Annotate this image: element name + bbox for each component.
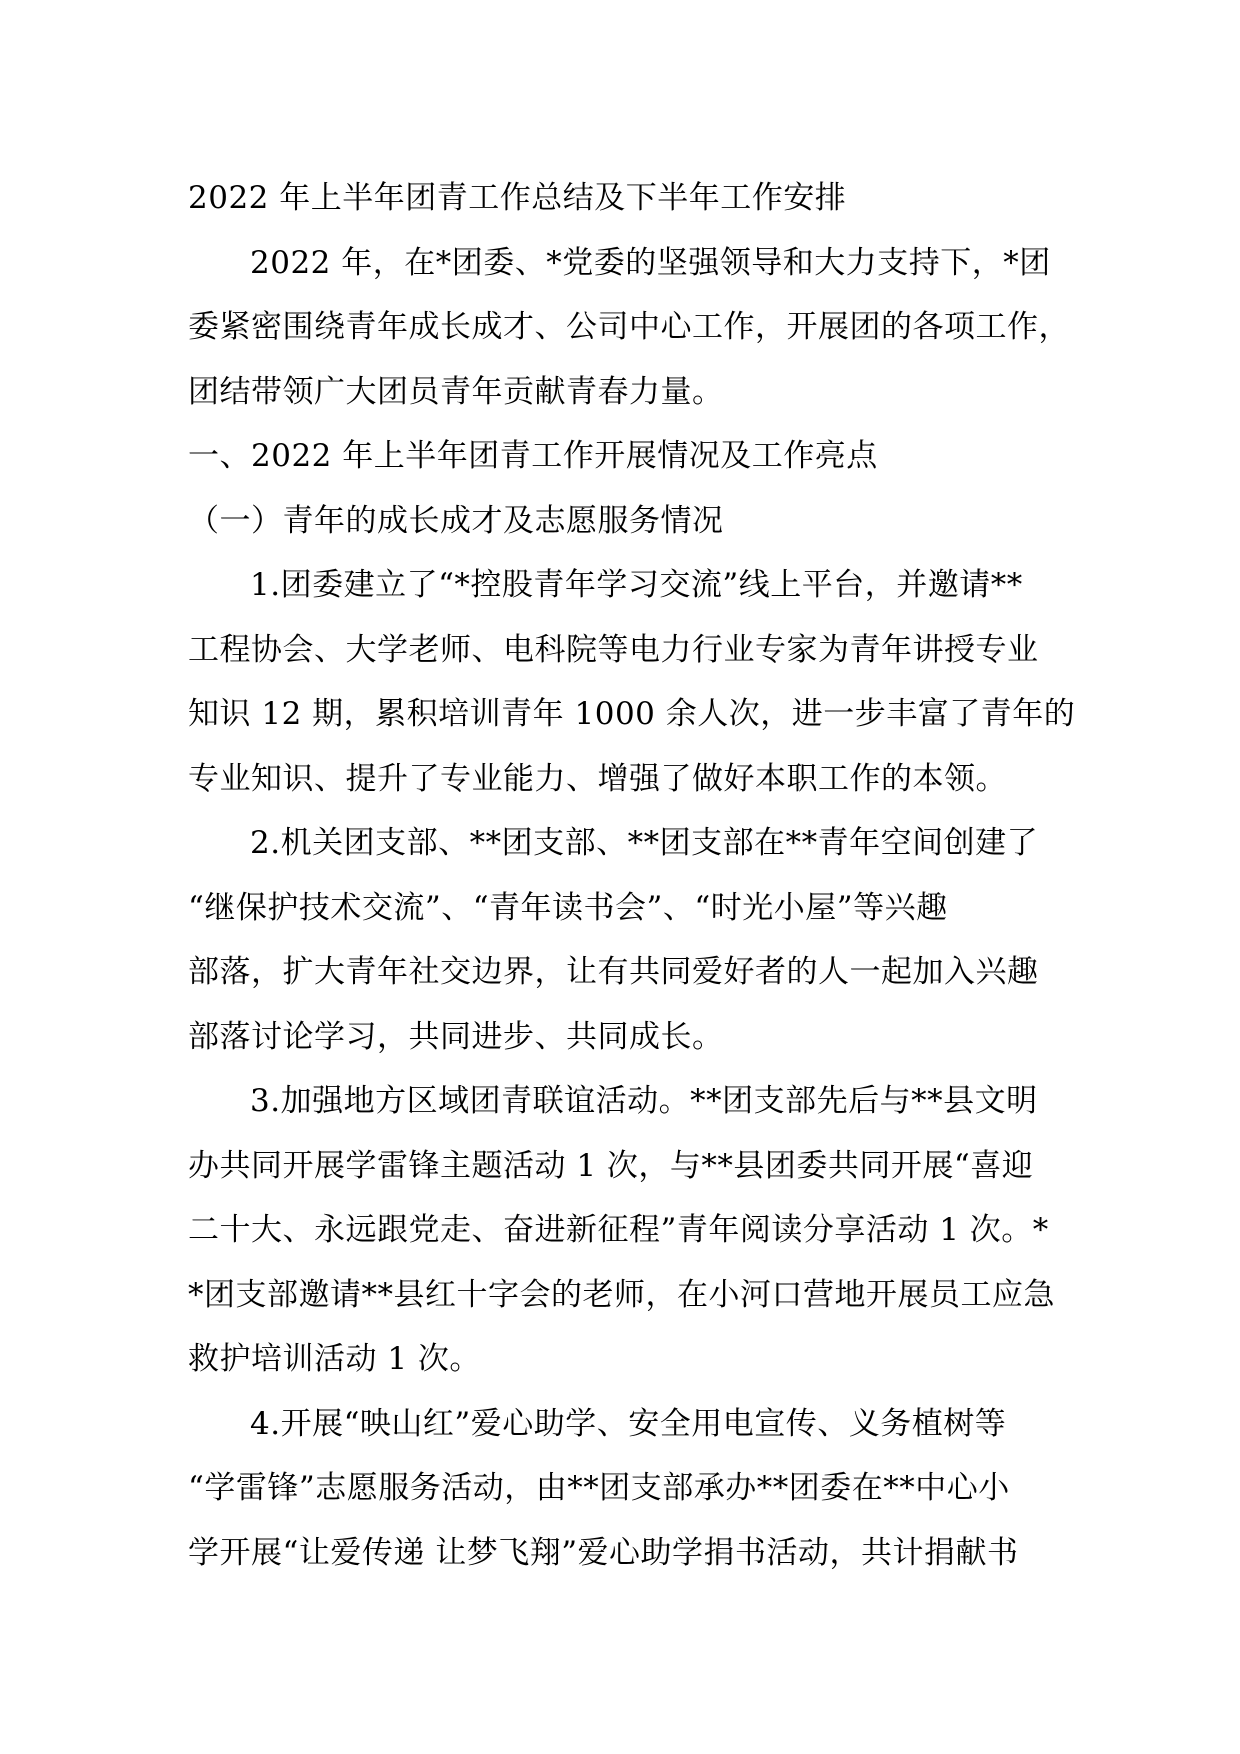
paragraph-line: 学开展“让爱传递 让梦飞翔”爱心助学捐书活动，共计捐献书 bbox=[188, 1534, 1019, 1571]
paragraph-line: 3.加强地方区域团青联谊活动。**团支部先后与**县文明 bbox=[250, 1083, 1038, 1119]
paragraph-line: 部落讨论学习，共同进步、共同成长。 bbox=[188, 1018, 724, 1055]
paragraph-line: 2.机关团支部、**团支部、**团支部在**青年空间创建了 bbox=[250, 825, 1039, 861]
paragraph-line: “继保护技术交流”、“青年读书会”、“时光小屋”等兴趣 bbox=[188, 889, 948, 926]
intro-line: 2022 年，在*团委、*党委的坚强领导和大力支持下，*团 bbox=[250, 244, 1051, 281]
section-heading: 一、2022 年上半年团青工作开展情况及工作亮点 bbox=[188, 438, 878, 474]
paragraph-line: 知识 12 期，累积培训青年 1000 余人次，进一步丰富了青年的 bbox=[188, 696, 1076, 732]
paragraph-line: “学雷锋”志愿服务活动，由**团支部承办**团委在**中心小 bbox=[188, 1470, 1010, 1506]
paragraph-line: 1.团委建立了“*控股青年学习交流”线上平台，并邀请** bbox=[250, 567, 1023, 603]
intro-line: 委紧密围绕青年成长成才、公司中心工作，开展团的各项工作， bbox=[188, 309, 1070, 345]
paragraph-line: 4.开展“映山红”爱心助学、安全用电宣传、义务植树等 bbox=[250, 1405, 1007, 1442]
paragraph-line: *团支部邀请**县红十字会的老师，在小河口营地开展员工应急 bbox=[188, 1276, 1055, 1313]
list-item-2 bbox=[188, 811, 1060, 1069]
list-item-1 bbox=[188, 553, 1076, 811]
intro-paragraph bbox=[188, 231, 1070, 425]
paragraph-line: 二十大、永远跟党走、奋进新征程”青年阅读分享活动 1 次。* bbox=[188, 1212, 1049, 1248]
intro-line: 团结带领广大团员青年贡献青春力量。 bbox=[188, 373, 724, 410]
paragraph-line: 工程协会、大学老师、电科院等电力行业专家为青年讲授专业 bbox=[188, 631, 1039, 668]
list-item-4 bbox=[188, 1392, 1060, 1586]
document-title: 2022 年上半年团青工作总结及下半年工作安排 bbox=[188, 180, 847, 216]
list-item-3 bbox=[188, 1069, 1060, 1392]
paragraph-line: 专业知识、提升了专业能力、增强了做好本职工作的本领。 bbox=[188, 760, 1007, 797]
paragraph-line: 办共同开展学雷锋主题活动 1 次，与**县团委共同开展“喜迎 bbox=[188, 1147, 1034, 1184]
paragraph-line: 救护培训活动 1 次。 bbox=[188, 1341, 481, 1377]
document-body bbox=[188, 166, 1076, 1585]
paragraph-line: 部落，扩大青年社交边界，让有共同爱好者的人一起加入兴趣 bbox=[188, 954, 1039, 990]
subsection-heading: （一）青年的成长成才及志愿服务情况 bbox=[188, 502, 724, 539]
